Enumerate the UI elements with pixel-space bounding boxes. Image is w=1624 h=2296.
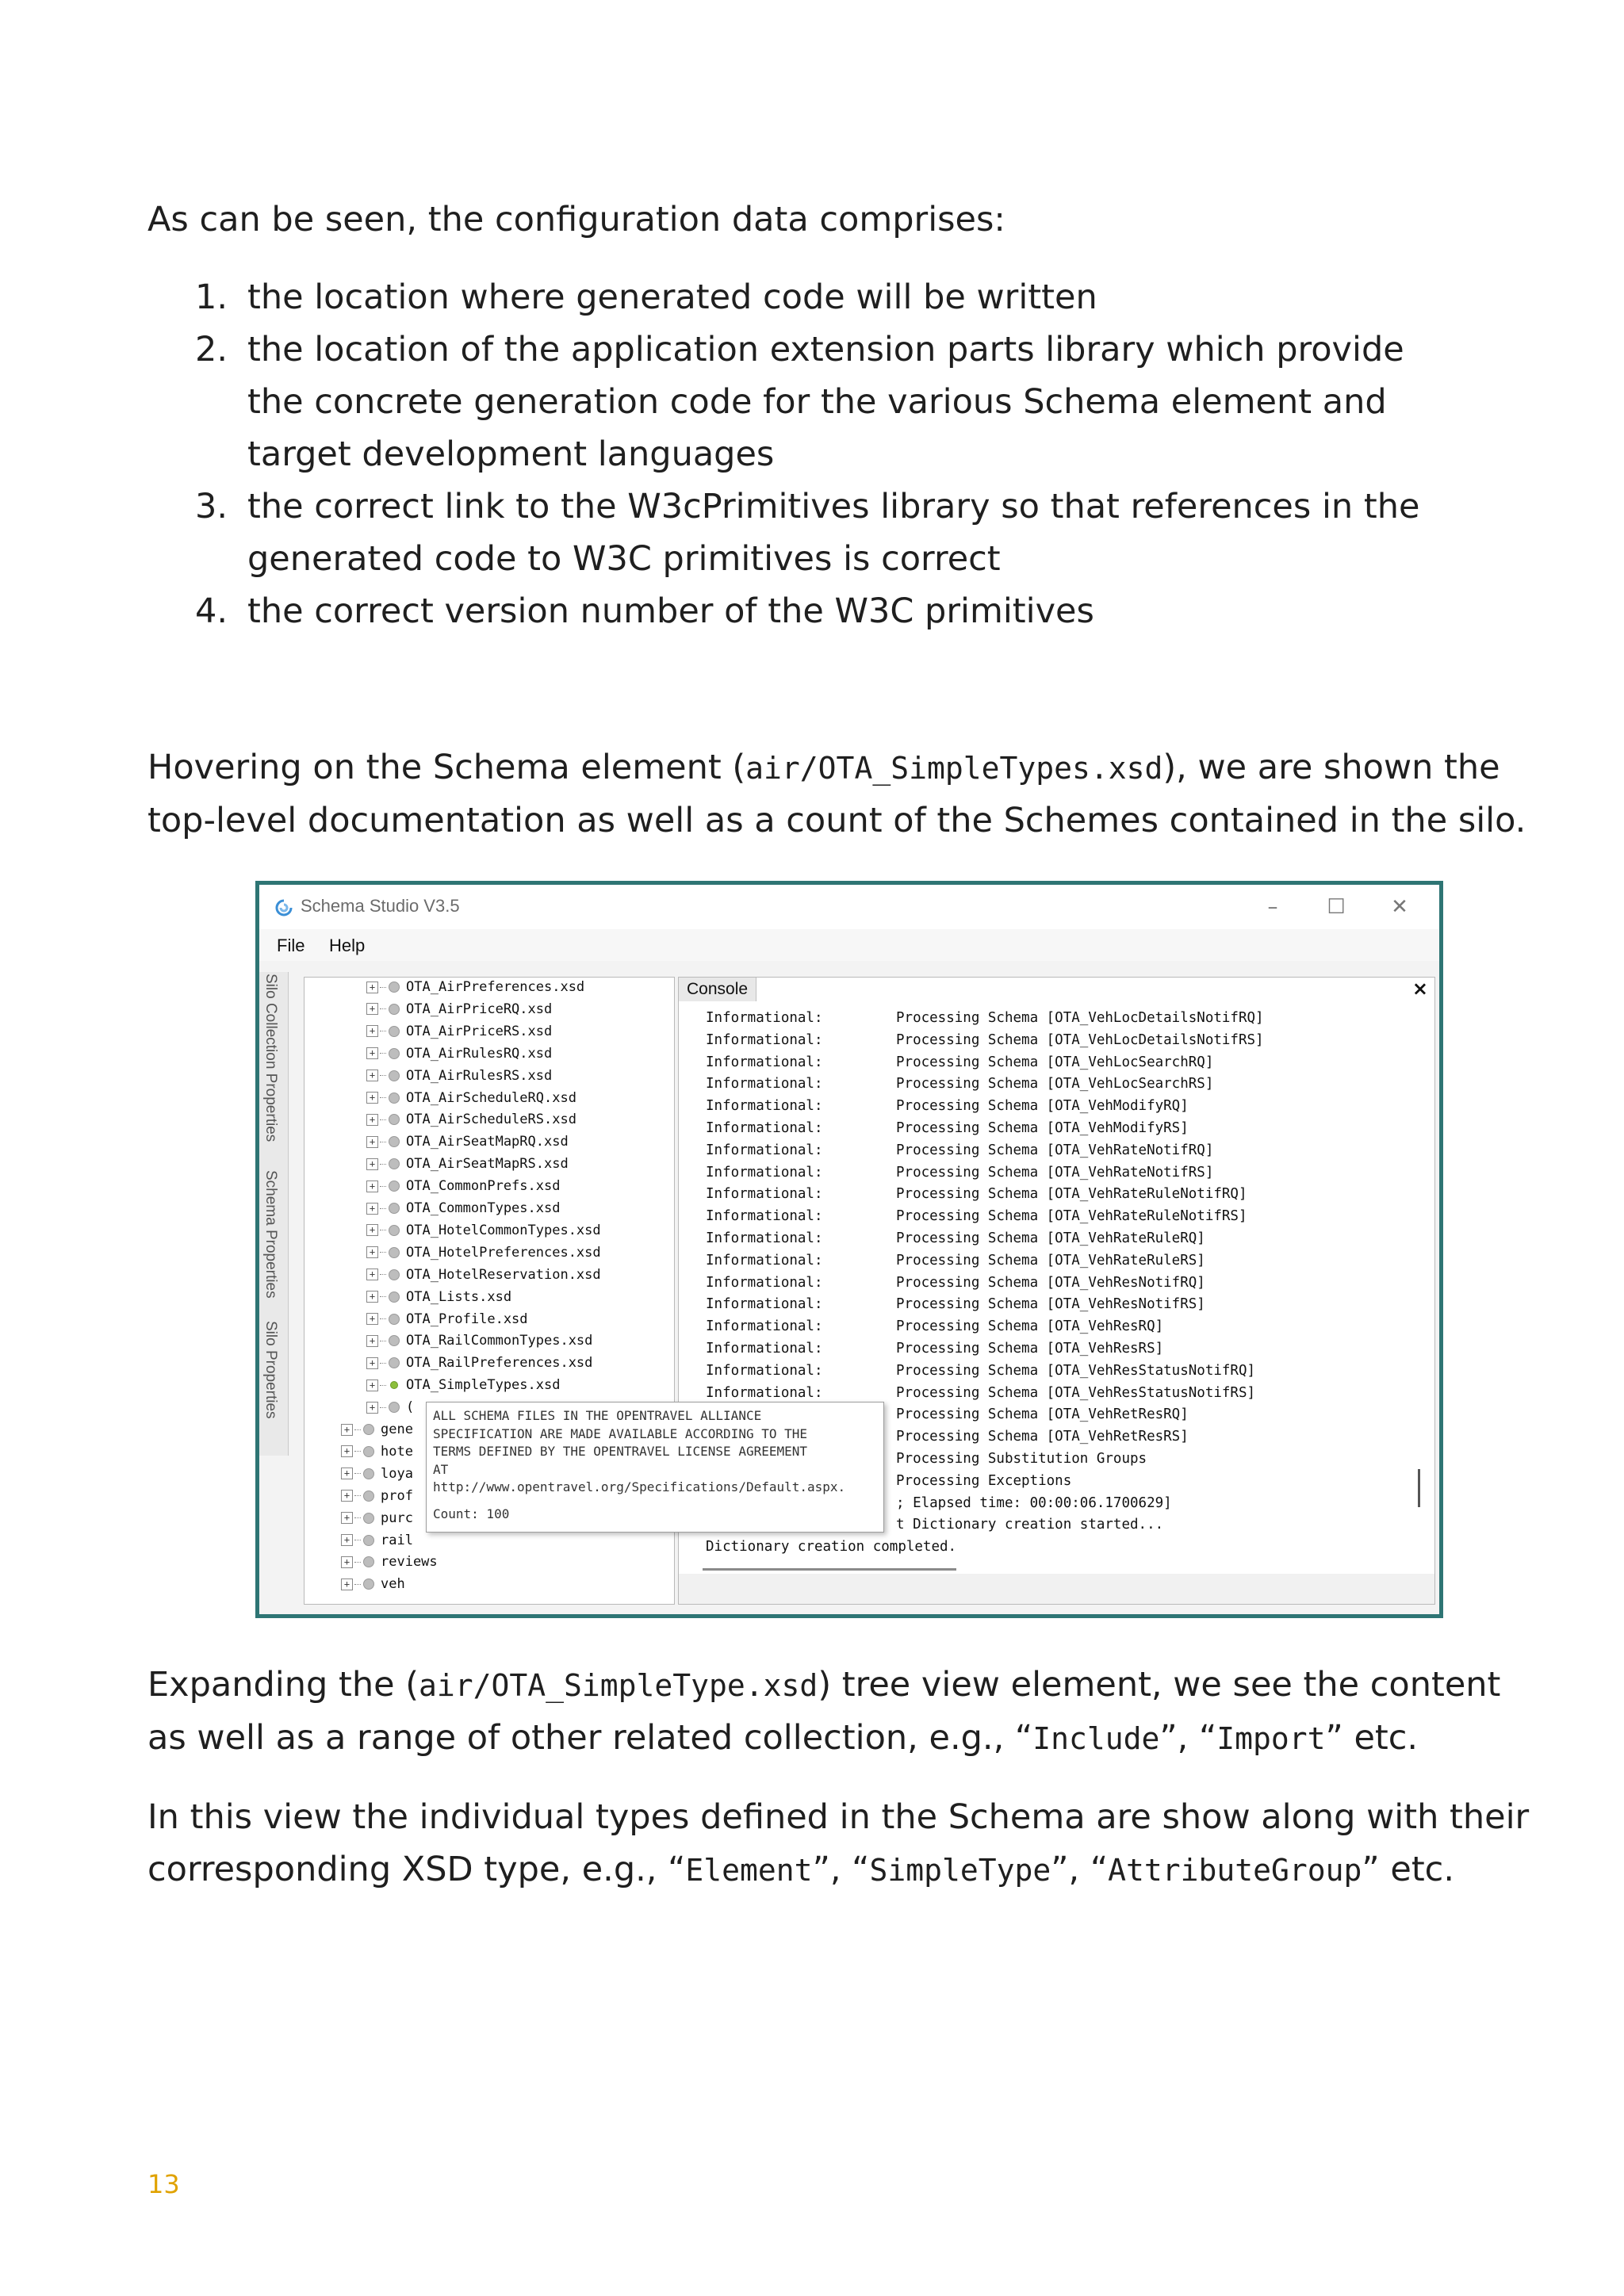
schema-node-icon xyxy=(389,1136,400,1147)
console-line xyxy=(706,1294,1264,1316)
schema-node-icon xyxy=(389,1181,400,1192)
tree-item[interactable] xyxy=(366,1200,560,1222)
tree-item[interactable] xyxy=(366,1046,552,1067)
expand-icon[interactable]: + xyxy=(366,1181,378,1192)
expand-icon[interactable]: + xyxy=(366,1203,378,1215)
console-message: Processing Schema [OTA_VehResRS] xyxy=(896,1340,1164,1357)
console-message: Processing Schema [OTA_VehLocDetailsNotifRQ] xyxy=(896,1010,1264,1026)
tree-item-label: OTA_CommonPrefs.xsd xyxy=(406,1178,561,1195)
folder-node-icon xyxy=(363,1424,374,1435)
schema-node-icon xyxy=(389,1225,400,1236)
schema-node-icon xyxy=(389,982,400,993)
tree-item[interactable] xyxy=(366,1068,552,1089)
console-message: Processing Schema [OTA_VehRateRuleRQ] xyxy=(896,1230,1205,1246)
schema-node-icon xyxy=(389,1335,400,1346)
tree-item[interactable] xyxy=(366,1245,601,1266)
console-level: Informational: xyxy=(706,1252,823,1269)
tree-item-label: OTA_AirPreferences.xsd xyxy=(406,979,585,995)
side-tabs xyxy=(259,972,289,1456)
tree-item[interactable] xyxy=(366,1178,560,1200)
schema-node-icon xyxy=(389,1004,400,1015)
console-level: Informational: xyxy=(706,1076,823,1093)
tree-folder-label: purc xyxy=(381,1510,413,1526)
console-level: Informational: xyxy=(706,1296,823,1313)
app-title: Schema Studio V3.5 xyxy=(301,896,460,916)
console-line xyxy=(706,1118,1264,1140)
schema-node-icon xyxy=(389,1070,400,1081)
console-line xyxy=(706,1162,1264,1184)
console-line xyxy=(706,1073,1264,1096)
console-line xyxy=(706,1250,1264,1272)
tree-folder-label: rail xyxy=(381,1532,413,1548)
console-message: Processing Schema [OTA_VehResStatusNotifRQ] xyxy=(896,1362,1256,1379)
tree-folder[interactable] xyxy=(341,1554,438,1575)
schema-node-icon xyxy=(390,1381,398,1389)
tree-folder[interactable] xyxy=(341,1466,413,1487)
tree-item[interactable] xyxy=(366,1024,552,1045)
expand-icon[interactable]: + xyxy=(366,1025,378,1037)
tab-silo-properties[interactable]: Silo Properties xyxy=(262,1321,279,1419)
folder-node-icon xyxy=(363,1446,374,1457)
expand-icon[interactable]: + xyxy=(341,1578,353,1590)
tree-item-label: OTA_Lists.xsd xyxy=(406,1288,512,1305)
schema-node-icon xyxy=(389,1247,400,1258)
console-message: Processing Schema [OTA_VehLocSearchRQ] xyxy=(896,1054,1214,1070)
console-message: Processing Schema [OTA_VehRetResRQ] xyxy=(896,1406,1189,1423)
console-message: Processing Schema [OTA_VehLocSearchRS] xyxy=(896,1076,1214,1093)
tree-folder[interactable] xyxy=(341,1488,413,1510)
console-message: Processing Schema [OTA_VehLocDetailsNotifRS] xyxy=(896,1031,1264,1048)
expand-icon[interactable]: + xyxy=(366,1158,378,1170)
folder-node-icon xyxy=(363,1468,374,1479)
tree-item[interactable] xyxy=(366,1156,569,1177)
tree-item[interactable] xyxy=(366,1333,592,1354)
console-level: Informational: xyxy=(706,1230,823,1246)
hover-paragraph: Hovering on the Schema element (air/OTA_SimpleTypes.xsd), we are shown the top-level documentation as well as a count of the Schemes contained in the silo. xyxy=(147,748,1526,840)
schema-node-icon xyxy=(389,1292,400,1303)
tree-item[interactable] xyxy=(366,1001,552,1023)
menu-file[interactable]: File xyxy=(277,936,305,955)
console-message: Processing Schema [OTA_VehRetResRS] xyxy=(896,1429,1189,1445)
console-level: Informational: xyxy=(706,1098,823,1115)
expand-icon[interactable]: + xyxy=(366,1313,378,1325)
expand-icon[interactable]: + xyxy=(366,1291,378,1303)
tree-item[interactable] xyxy=(366,1134,569,1155)
expand-icon[interactable]: + xyxy=(341,1534,353,1546)
expand-icon[interactable]: + xyxy=(366,1047,378,1059)
tree-item[interactable] xyxy=(366,1090,576,1112)
console-level: Dictionary creation completed. xyxy=(706,1539,957,1556)
close-icon[interactable]: ✕ xyxy=(1391,895,1408,919)
tree-item-label: OTA_RailPreferences.xsd xyxy=(406,1355,593,1372)
expand-icon[interactable]: + xyxy=(366,1224,378,1236)
schema-node-icon xyxy=(389,1357,400,1368)
expand-icon[interactable]: + xyxy=(366,1246,378,1258)
expand-icon[interactable]: + xyxy=(341,1445,353,1457)
console-level: Informational: xyxy=(706,1164,823,1181)
console-message: Processing Schema [OTA_VehRateNotifRS] xyxy=(896,1164,1214,1181)
tree-item-label: OTA_AirPriceRS.xsd xyxy=(406,1023,553,1039)
list-item: 1. the location where generated code will be written xyxy=(195,277,1097,317)
tree-folder-label: reviews xyxy=(381,1554,438,1571)
schema-node-icon xyxy=(389,1093,400,1104)
console-message: Processing Schema [OTA_VehModifyRS] xyxy=(896,1119,1189,1136)
folder-node-icon xyxy=(363,1578,374,1590)
console-horizontal-scrollbar[interactable] xyxy=(703,1568,956,1571)
console-level: Informational: xyxy=(706,1119,823,1136)
tree-folder[interactable] xyxy=(341,1510,413,1532)
folder-node-icon xyxy=(363,1490,374,1502)
console-message: Processing Schema [OTA_VehResRQ] xyxy=(896,1318,1164,1335)
tab-silo-collection-properties[interactable]: Silo Collection Properties xyxy=(262,974,279,1142)
expand-icon[interactable]: + xyxy=(366,1402,378,1414)
tree-item-label: OTA_SimpleTypes.xsd xyxy=(406,1377,561,1394)
folder-node-icon xyxy=(363,1535,374,1546)
console-level: Informational: xyxy=(706,1142,823,1158)
tree-item[interactable] xyxy=(366,1112,576,1133)
tree-folder[interactable] xyxy=(341,1422,413,1443)
tree-item[interactable] xyxy=(366,1311,528,1333)
console-line xyxy=(706,1536,1264,1559)
console-line xyxy=(706,1096,1264,1118)
tree-item-label: OTA_HotelCommonTypes.xsd xyxy=(406,1222,601,1238)
tree-item-label: OTA_CommonTypes.xsd xyxy=(406,1200,561,1216)
minimize-icon[interactable]: – xyxy=(1267,895,1278,919)
schema-node-icon xyxy=(389,1026,400,1037)
expand-icon[interactable]: + xyxy=(366,1380,378,1391)
console-message: Processing Schema [OTA_VehRateRuleNotifRQ] xyxy=(896,1186,1247,1203)
tree-folder-label: gene xyxy=(381,1422,413,1437)
console-line xyxy=(706,1184,1264,1206)
console-message: Processing Schema [OTA_VehRateRuleNotifRS] xyxy=(896,1208,1247,1225)
tree-folder-label: hote xyxy=(381,1443,413,1460)
list-item: 4. the correct version number of the W3C primitives xyxy=(195,591,1094,631)
console-message: t Dictionary creation started... xyxy=(896,1517,1164,1533)
tree-folder[interactable] xyxy=(341,1576,405,1598)
console-message: Processing Schema [OTA_VehResNotifRS] xyxy=(896,1296,1205,1313)
app-icon xyxy=(275,899,293,916)
console-level: Informational: xyxy=(706,1054,823,1070)
tree-folder[interactable] xyxy=(341,1533,413,1554)
list-item: 3. the correct link to the W3cPrimitives library so that references in the generated code to W3C primitives is correct xyxy=(195,487,1420,579)
expand-icon[interactable]: + xyxy=(366,982,378,993)
tree-item[interactable] xyxy=(366,1267,601,1288)
tree-item[interactable] xyxy=(366,1377,560,1399)
types-paragraph: In this view the individual types defined in the Schema are show along with their corresponding XSD type, e.g., “Element”, “SimpleType”, “AttributeGroup” etc. xyxy=(147,1797,1530,1889)
console-message: Processing Schema [OTA_VehModifyRQ] xyxy=(896,1098,1189,1115)
expand-icon[interactable]: + xyxy=(366,1070,378,1081)
tree-folder-label: loya xyxy=(381,1465,413,1482)
console-level: Informational: xyxy=(706,1010,823,1026)
console-level: Informational: xyxy=(706,1186,823,1203)
console-message: ; Elapsed time: 00:00:06.1700629] xyxy=(896,1494,1172,1511)
tree-item-label: OTA_AirRulesRQ.xsd xyxy=(406,1045,553,1062)
console-line xyxy=(706,1316,1264,1338)
expand-icon[interactable]: + xyxy=(366,1335,378,1347)
tree-item[interactable] xyxy=(366,1399,414,1421)
intro-paragraph: As can be seen, the configuration data comprises: xyxy=(147,200,1005,239)
console-close-icon[interactable]: × xyxy=(1411,978,1428,1000)
tree-item-label: OTA_HotelPreferences.xsd xyxy=(406,1244,601,1261)
schema-node-icon xyxy=(389,1402,400,1413)
expand-icon[interactable]: + xyxy=(341,1468,353,1479)
tree-item[interactable] xyxy=(366,1289,511,1311)
tooltip-count: Count: 100 xyxy=(433,1506,510,1521)
expand-icon[interactable]: + xyxy=(366,1114,378,1126)
list-item: 2. the location of the application extension parts library which provide the concrete generation code for the various Schema element and target development languages xyxy=(195,330,1404,474)
schema-node-icon xyxy=(389,1314,400,1325)
tree-item-label: OTA_RailCommonTypes.xsd xyxy=(406,1333,593,1349)
console-message: Processing Substitution Groups xyxy=(896,1450,1147,1467)
expand-icon[interactable]: + xyxy=(341,1512,353,1524)
tree-folder-label: prof xyxy=(381,1487,413,1504)
folder-node-icon xyxy=(363,1513,374,1524)
tree-item-label: OTA_AirPriceRQ.xsd xyxy=(406,1001,553,1017)
schema-node-icon xyxy=(389,1114,400,1125)
schema-node-icon xyxy=(389,1048,400,1059)
title-bar xyxy=(259,885,1439,929)
tab-schema-properties[interactable]: Schema Properties xyxy=(262,1170,279,1299)
page-number: 13 xyxy=(147,2169,180,2199)
expand-icon[interactable]: + xyxy=(341,1424,353,1436)
expand-icon[interactable]: + xyxy=(341,1490,353,1502)
schema-tooltip: ALL SCHEMA FILES IN THE OPENTRAVEL ALLIANCE SPECIFICATION ARE MADE AVAILABLE ACCORDING TO THE TERMS DEFINED BY THE OPENTRAVEL LICENSE AGREEMENT AT http://www.opentravel.org/Specifications/Default.aspx. Count: 100 xyxy=(426,1402,884,1533)
tree-item[interactable] xyxy=(366,979,584,1001)
console-line xyxy=(706,1360,1264,1383)
tree-folder-label: veh xyxy=(381,1576,405,1593)
console-message: Processing Schema [OTA_VehRateNotifRQ] xyxy=(896,1142,1214,1158)
console-level: Informational: xyxy=(706,1318,823,1335)
schema-studio-screenshot xyxy=(255,881,1443,1618)
tree-item-label: OTA_AirScheduleRQ.xsd xyxy=(406,1089,576,1106)
console-vertical-scrollbar[interactable] xyxy=(1418,1469,1420,1507)
console-message: Processing Schema [OTA_VehRateRuleRS] xyxy=(896,1252,1205,1269)
expand-icon[interactable]: + xyxy=(366,1357,378,1369)
schema-node-icon xyxy=(389,1158,400,1169)
console-level: Informational: xyxy=(706,1340,823,1357)
tree-item-label: OTA_Profile.xsd xyxy=(406,1311,528,1327)
console-level: Informational: xyxy=(706,1384,823,1401)
console-level: Informational: xyxy=(706,1362,823,1379)
console-line xyxy=(706,1206,1264,1228)
console-message: Processing Schema [OTA_VehResNotifRQ] xyxy=(896,1274,1205,1291)
console-line xyxy=(706,1140,1264,1162)
expand-icon[interactable]: + xyxy=(366,1003,378,1015)
console-message: Processing Schema [OTA_VehResStatusNotifRS] xyxy=(896,1384,1256,1401)
schema-node-icon xyxy=(389,1269,400,1280)
tree-item[interactable] xyxy=(366,1223,601,1244)
console-message: Processing Exceptions xyxy=(896,1472,1072,1489)
console-line xyxy=(706,1228,1264,1250)
tree-item[interactable] xyxy=(366,1355,592,1376)
schema-node-icon xyxy=(389,1203,400,1214)
tree-item-label: OTA_AirSeatMapRQ.xsd xyxy=(406,1134,569,1150)
console-level: Informational: xyxy=(706,1031,823,1048)
console-line xyxy=(706,1338,1264,1360)
tree-item-label: OTA_AirRulesRS.xsd xyxy=(406,1067,553,1084)
maximize-icon[interactable]: ☐ xyxy=(1327,895,1346,919)
console-level: Informational: xyxy=(706,1208,823,1225)
config-list xyxy=(195,271,1464,637)
tree-item-label: OTA_HotelReservation.xsd xyxy=(406,1266,601,1283)
tree-folder[interactable] xyxy=(341,1444,413,1465)
tab-console[interactable]: Console xyxy=(679,978,756,1001)
expand-icon[interactable]: + xyxy=(341,1556,353,1568)
expand-icon[interactable]: + xyxy=(366,1092,378,1104)
tree-item-label: ( xyxy=(406,1399,415,1416)
menu-bar xyxy=(259,929,1439,961)
expand-paragraph: Expanding the (air/OTA_SimpleType.xsd) tree view element, we see the content as well as a range of other related collection, e.g., “Include”, “Import” etc. xyxy=(147,1665,1501,1758)
console-line xyxy=(706,1272,1264,1295)
console-line xyxy=(706,1008,1264,1030)
menu-help[interactable]: Help xyxy=(329,936,366,955)
tree-item-label: OTA_AirSeatMapRS.xsd xyxy=(406,1156,569,1173)
console-line xyxy=(706,1030,1264,1052)
tree-item-label: OTA_AirScheduleRS.xsd xyxy=(406,1112,576,1128)
expand-icon[interactable]: + xyxy=(366,1269,378,1280)
expand-icon[interactable]: + xyxy=(366,1136,378,1148)
folder-node-icon xyxy=(363,1556,374,1567)
console-line xyxy=(706,1052,1264,1074)
console-level: Informational: xyxy=(706,1274,823,1291)
